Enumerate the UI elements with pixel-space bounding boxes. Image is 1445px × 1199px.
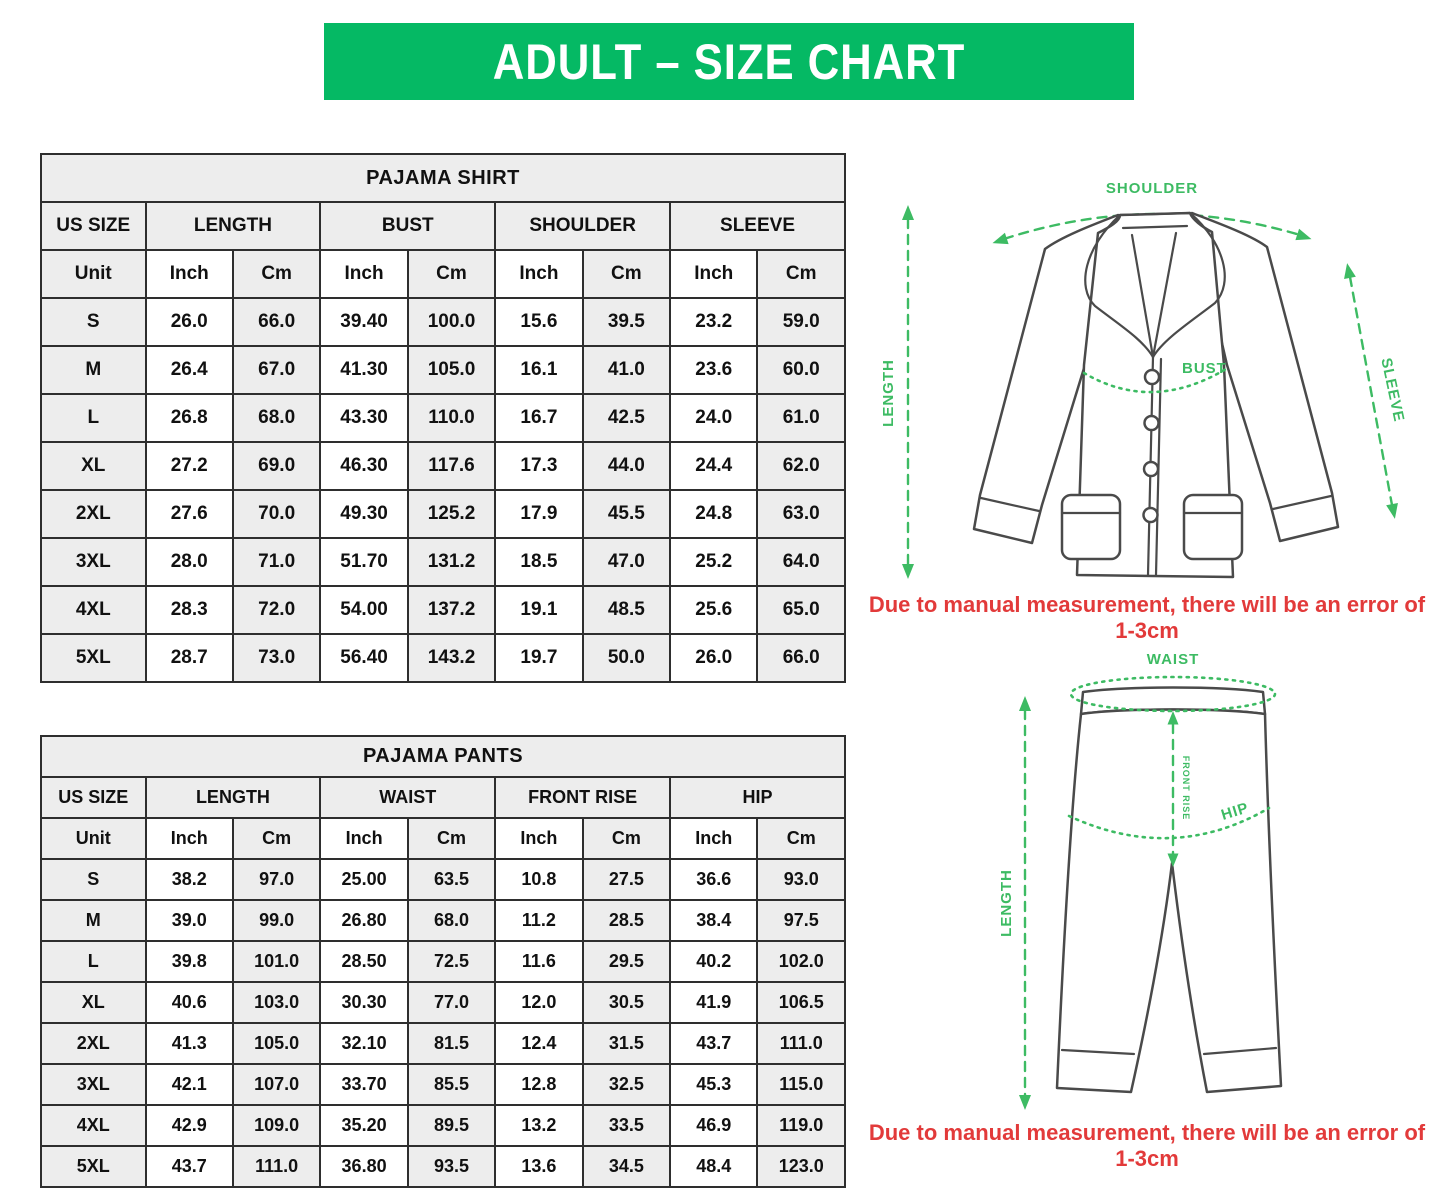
value-cell: 73.0 [233,634,320,682]
pajama-shirt-diagram [880,175,1425,595]
value-cell: 100.0 [408,298,495,346]
table-row [41,818,845,859]
arrow-right-icon [1295,229,1313,245]
unit-cell: Inch [495,818,582,859]
value-cell: 111.0 [757,1023,845,1064]
value-cell: 32.5 [583,1064,670,1105]
value-cell: 85.5 [408,1064,495,1105]
column-header: BUST [320,202,495,250]
value-cell: 12.0 [495,982,582,1023]
unit-cell: Inch [146,250,233,298]
value-cell: 48.5 [583,586,670,634]
size-cell: 2XL [41,490,146,538]
value-cell: 63.5 [408,859,495,900]
value-cell: 65.0 [757,586,845,634]
value-cell: 51.70 [320,538,407,586]
value-cell: 49.30 [320,490,407,538]
shirt-measurement-note: Due to manual measurement, there will be an error of 1-3cm [868,592,1426,643]
unit-cell: Unit [41,818,146,859]
table-title: PAJAMA PANTS [41,736,845,777]
table-row [41,1105,845,1146]
size-cell: L [41,394,146,442]
value-cell: 24.8 [670,490,757,538]
value-cell: 72.5 [408,941,495,982]
value-cell: 97.5 [757,900,845,941]
unit-cell: Cm [583,250,670,298]
value-cell: 123.0 [757,1146,845,1187]
value-cell: 41.9 [670,982,757,1023]
value-cell: 45.3 [670,1064,757,1105]
arrow-up-icon [1341,262,1356,279]
value-cell: 23.6 [670,346,757,394]
size-cell: M [41,346,146,394]
value-cell: 36.6 [670,859,757,900]
size-cell: S [41,298,146,346]
value-cell: 109.0 [233,1105,320,1146]
table-row [41,538,845,586]
column-header: FRONT RISE [495,777,670,818]
value-cell: 30.5 [583,982,670,1023]
arrow-up-icon [902,205,914,220]
value-cell: 125.2 [408,490,495,538]
value-cell: 26.80 [320,900,407,941]
value-cell: 26.8 [146,394,233,442]
value-cell: 43.30 [320,394,407,442]
value-cell: 25.00 [320,859,407,900]
value-cell: 44.0 [583,442,670,490]
value-cell: 119.0 [757,1105,845,1146]
size-cell: XL [41,982,146,1023]
value-cell: 31.5 [583,1023,670,1064]
table-row [41,1023,845,1064]
value-cell: 19.1 [495,586,582,634]
unit-cell: Inch [670,250,757,298]
value-cell: 106.5 [757,982,845,1023]
unit-cell: Cm [408,818,495,859]
value-cell: 70.0 [233,490,320,538]
value-cell: 18.5 [495,538,582,586]
column-header: LENGTH [146,202,321,250]
value-cell: 68.0 [408,900,495,941]
value-cell: 97.0 [233,859,320,900]
value-cell: 60.0 [757,346,845,394]
value-cell: 50.0 [583,634,670,682]
value-cell: 12.8 [495,1064,582,1105]
value-cell: 115.0 [757,1064,845,1105]
arrow-down-icon [1019,1095,1031,1110]
sleeve-label: SLEEVE [1377,356,1408,424]
value-cell: 46.9 [670,1105,757,1146]
table-row [41,1146,845,1187]
size-cell: 3XL [41,538,146,586]
column-header: HIP [670,777,845,818]
value-cell: 143.2 [408,634,495,682]
value-cell: 45.5 [583,490,670,538]
table-row [41,859,845,900]
value-cell: 81.5 [408,1023,495,1064]
value-cell: 38.2 [146,859,233,900]
value-cell: 28.5 [583,900,670,941]
value-cell: 26.0 [670,634,757,682]
value-cell: 15.6 [495,298,582,346]
value-cell: 68.0 [233,394,320,442]
arrow-down-icon [902,564,914,579]
value-cell: 117.6 [408,442,495,490]
size-cell: XL [41,442,146,490]
pajama-pants-size-table [40,735,846,1188]
value-cell: 131.2 [408,538,495,586]
value-cell: 30.30 [320,982,407,1023]
value-cell: 62.0 [757,442,845,490]
value-cell: 41.30 [320,346,407,394]
table-row [41,982,845,1023]
table-row [41,202,845,250]
value-cell: 107.0 [233,1064,320,1105]
value-cell: 42.9 [146,1105,233,1146]
value-cell: 41.3 [146,1023,233,1064]
value-cell: 105.0 [408,346,495,394]
arrow-down-icon [1386,503,1401,520]
page-title: ADULT – SIZE CHART [492,33,966,90]
value-cell: 33.70 [320,1064,407,1105]
value-cell: 23.2 [670,298,757,346]
value-cell: 28.7 [146,634,233,682]
length-label: LENGTH [998,869,1015,937]
value-cell: 11.2 [495,900,582,941]
value-cell: 34.5 [583,1146,670,1187]
value-cell: 56.40 [320,634,407,682]
value-cell: 28.50 [320,941,407,982]
value-cell: 16.7 [495,394,582,442]
unit-cell: Cm [757,818,845,859]
size-cell: 3XL [41,1064,146,1105]
table-row [41,250,845,298]
value-cell: 39.8 [146,941,233,982]
column-header: SHOULDER [495,202,670,250]
unit-cell: Inch [146,818,233,859]
table-row [41,941,845,982]
value-cell: 54.00 [320,586,407,634]
value-cell: 69.0 [233,442,320,490]
front-rise-label: FRONT RISE [1181,755,1191,821]
value-cell: 93.5 [408,1146,495,1187]
value-cell: 93.0 [757,859,845,900]
arrow-left-icon [991,233,1009,249]
value-cell: 27.6 [146,490,233,538]
table-row [41,634,845,682]
value-cell: 48.4 [670,1146,757,1187]
table-title: PAJAMA SHIRT [41,154,845,202]
size-cell: S [41,859,146,900]
value-cell: 28.3 [146,586,233,634]
size-chart-banner [324,23,1134,100]
waist-label: WAIST [1146,651,1200,668]
value-cell: 111.0 [233,1146,320,1187]
value-cell: 13.2 [495,1105,582,1146]
value-cell: 42.5 [583,394,670,442]
value-cell: 63.0 [757,490,845,538]
value-cell: 105.0 [233,1023,320,1064]
hip-label: HIP [1219,799,1251,824]
column-header: US SIZE [41,202,146,250]
table-row [41,777,845,818]
unit-cell: Inch [320,818,407,859]
value-cell: 36.80 [320,1146,407,1187]
value-cell: 43.7 [146,1146,233,1187]
size-cell: 4XL [41,1105,146,1146]
value-cell: 11.6 [495,941,582,982]
value-cell: 89.5 [408,1105,495,1146]
table-row [41,1064,845,1105]
value-cell: 101.0 [233,941,320,982]
value-cell: 19.7 [495,634,582,682]
value-cell: 33.5 [583,1105,670,1146]
unit-cell: Inch [670,818,757,859]
value-cell: 28.0 [146,538,233,586]
value-cell: 77.0 [408,982,495,1023]
unit-cell: Cm [233,818,320,859]
value-cell: 32.10 [320,1023,407,1064]
pajama-shirt-size-table [40,153,846,683]
pants-measurement-note: Due to manual measurement, there will be an error of 1-3cm [868,1120,1426,1171]
unit-cell: Cm [408,250,495,298]
size-cell: 5XL [41,1146,146,1187]
table-row [41,442,845,490]
value-cell: 35.20 [320,1105,407,1146]
unit-cell: Cm [583,818,670,859]
value-cell: 61.0 [757,394,845,442]
value-cell: 110.0 [408,394,495,442]
unit-cell: Unit [41,250,146,298]
size-cell: 5XL [41,634,146,682]
value-cell: 24.4 [670,442,757,490]
bust-label: BUST [1182,360,1227,377]
length-label: LENGTH [880,359,897,427]
unit-cell: Inch [320,250,407,298]
value-cell: 26.4 [146,346,233,394]
arrow-up-icon [1019,696,1031,711]
column-header: SLEEVE [670,202,845,250]
value-cell: 16.1 [495,346,582,394]
pajama-pants-diagram [995,648,1335,1113]
size-cell: 2XL [41,1023,146,1064]
value-cell: 67.0 [233,346,320,394]
table-row [41,736,845,777]
unit-cell: Cm [757,250,845,298]
value-cell: 99.0 [233,900,320,941]
table-row [41,394,845,442]
size-cell: M [41,900,146,941]
value-cell: 46.30 [320,442,407,490]
value-cell: 137.2 [408,586,495,634]
value-cell: 17.3 [495,442,582,490]
table-row [41,346,845,394]
value-cell: 27.5 [583,859,670,900]
value-cell: 24.0 [670,394,757,442]
value-cell: 10.8 [495,859,582,900]
shoulder-label: SHOULDER [1105,180,1199,197]
size-cell: 4XL [41,586,146,634]
value-cell: 26.0 [146,298,233,346]
value-cell: 29.5 [583,941,670,982]
value-cell: 41.0 [583,346,670,394]
value-cell: 25.6 [670,586,757,634]
value-cell: 39.0 [146,900,233,941]
column-header: LENGTH [146,777,321,818]
value-cell: 12.4 [495,1023,582,1064]
value-cell: 40.6 [146,982,233,1023]
table-row [41,490,845,538]
table-row [41,900,845,941]
value-cell: 27.2 [146,442,233,490]
value-cell: 42.1 [146,1064,233,1105]
value-cell: 38.4 [670,900,757,941]
value-cell: 40.2 [670,941,757,982]
table-row [41,586,845,634]
value-cell: 25.2 [670,538,757,586]
table-row [41,298,845,346]
value-cell: 13.6 [495,1146,582,1187]
value-cell: 72.0 [233,586,320,634]
value-cell: 59.0 [757,298,845,346]
value-cell: 102.0 [757,941,845,982]
value-cell: 103.0 [233,982,320,1023]
value-cell: 66.0 [757,634,845,682]
value-cell: 71.0 [233,538,320,586]
unit-cell: Inch [495,250,582,298]
value-cell: 66.0 [233,298,320,346]
size-cell: L [41,941,146,982]
column-header: WAIST [320,777,495,818]
column-header: US SIZE [41,777,146,818]
table-row [41,154,845,202]
value-cell: 39.40 [320,298,407,346]
unit-cell: Cm [233,250,320,298]
value-cell: 64.0 [757,538,845,586]
value-cell: 17.9 [495,490,582,538]
value-cell: 47.0 [583,538,670,586]
value-cell: 43.7 [670,1023,757,1064]
value-cell: 39.5 [583,298,670,346]
